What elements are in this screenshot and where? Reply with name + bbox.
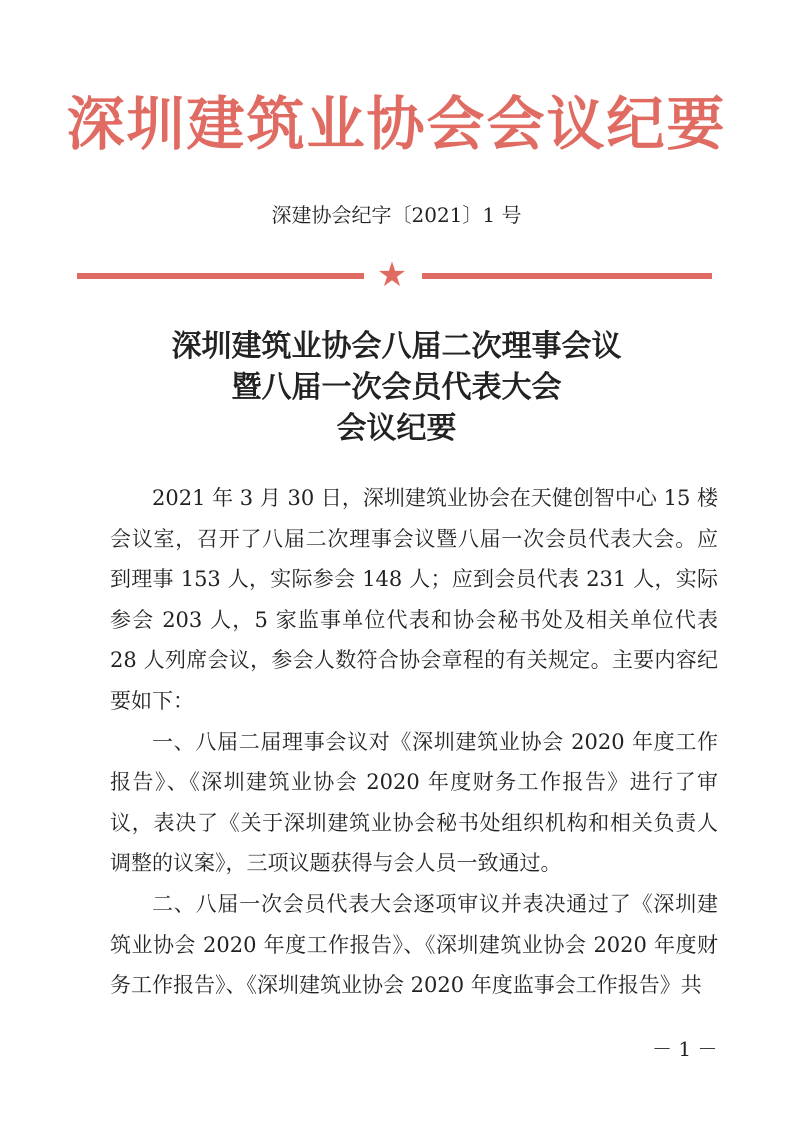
document-title	[0, 326, 793, 449]
document-number: 深建协会纪字〔2021〕1 号	[271, 203, 522, 227]
header-title: 深圳建筑业协会会议纪要	[66, 90, 727, 158]
red-divider-right	[422, 273, 712, 279]
document-title-line: 会议纪要	[336, 411, 457, 446]
document-title-line: 暨八届一次会员代表大会	[231, 370, 562, 405]
body-paragraph: 2021 年 3 月 30 日，深圳建筑业协会在天健创智中心 15 楼会议室，召开了八届二次理事会议暨八届一次会员代表大会。应到理事 153 人，实际参会 148 人；应到会员代表 231 人，实际参会 203 人，5 家监事单位代表和协会秘书处及相关单位代表 28 人列席会议，参会人数符合协会章程的有关规定。主要内容纪要如下：	[110, 486, 718, 713]
body-paragraph: 二、八届一次会员代表大会逐项审议并表决通过了《深圳建筑业协会 2020 年度工作报告》、《深圳建筑业协会 2020 年度财务工作报告》、《深圳建筑业协会 2020 年度监事会工作报告》共	[110, 891, 718, 998]
page-number: － 1 －	[652, 1037, 718, 1061]
document-body	[110, 478, 718, 1006]
body-paragraph: 一、八届二届理事会议对《深圳建筑业协会 2020 年度工作报告》、《深圳建筑业协会 2020 年度财务工作报告》进行了审议，表决了《关于深圳建筑业协会秘书处组织机构和相关负责人调整的议案》，三项议题获得与会人员一致通过。	[110, 729, 718, 876]
document-title-line: 深圳建筑业协会八届二次理事会议	[171, 329, 622, 364]
star-icon: ★	[376, 255, 408, 295]
red-divider-left	[77, 273, 364, 279]
